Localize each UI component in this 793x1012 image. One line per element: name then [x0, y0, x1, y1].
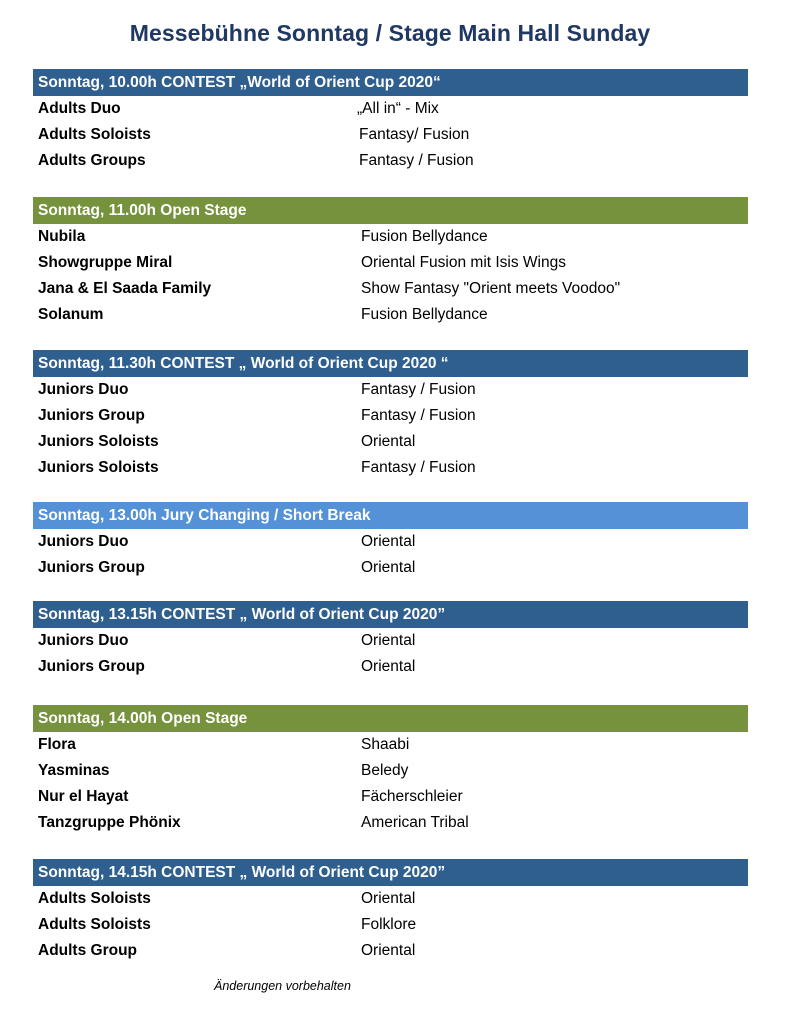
performer-name: Juniors Duo — [38, 533, 129, 550]
performer-name: Juniors Duo — [38, 632, 129, 649]
dance-style: Beledy — [361, 762, 409, 779]
performer-name: Adults Group — [38, 942, 138, 959]
section-header: Sonntag, 14.15h CONTEST „ World of Orient Cup 2020” — [33, 859, 748, 886]
schedule-section-1300 — [33, 502, 748, 581]
dance-style: Oriental — [361, 890, 416, 907]
list-item — [33, 96, 748, 122]
performer-name: Adults Soloists — [38, 916, 151, 933]
list-item — [33, 250, 748, 276]
list-item — [33, 628, 748, 654]
performer-name: Juniors Group — [38, 407, 145, 424]
dance-style: Folklore — [361, 916, 417, 933]
section-header: Sonntag, 11.30h CONTEST „ World of Orient Cup 2020 “ — [33, 350, 748, 377]
list-item — [33, 148, 748, 174]
performer-name: Flora — [38, 736, 76, 753]
list-item — [33, 224, 748, 250]
dance-style: Fantasy / Fusion — [361, 407, 476, 424]
dance-style: „All in“ - Mix — [357, 100, 439, 117]
dance-style: American Tribal — [361, 814, 469, 831]
section-header: Sonntag, 10.00h CONTEST „World of Orient Cup 2020“ — [33, 69, 748, 96]
page-title: Messebühne Sonntag / Stage Main Hall Sunday — [129, 20, 651, 46]
performer-name: Adults Groups — [38, 152, 146, 169]
dance-style: Oriental — [361, 942, 416, 959]
performer-name: Juniors Soloists — [38, 459, 159, 476]
dance-style: Fächerschleier — [361, 788, 463, 805]
list-item — [33, 429, 748, 455]
section-header: Sonntag, 14.00h Open Stage — [33, 705, 748, 732]
dance-style: Fantasy/ Fusion — [359, 126, 470, 143]
dance-style: Fantasy / Fusion — [361, 459, 476, 476]
performer-name: Solanum — [38, 306, 104, 323]
dance-style: Fantasy / Fusion — [361, 381, 476, 398]
list-item — [33, 529, 748, 555]
list-item — [33, 555, 748, 581]
performer-name: Juniors Duo — [38, 381, 129, 398]
section-header: Sonntag, 11.00h Open Stage — [33, 197, 748, 224]
dance-style: Oriental — [361, 533, 416, 550]
changes-reserved-note: Änderungen vorbehalten — [214, 979, 351, 993]
performer-name: Tanzgruppe Phönix — [38, 814, 181, 831]
list-item — [33, 912, 748, 938]
schedule-section-1000 — [33, 69, 748, 174]
performer-name: Jana & El Saada Family — [38, 280, 212, 297]
list-item — [33, 732, 748, 758]
list-item — [33, 276, 748, 302]
dance-style: Oriental — [361, 632, 416, 649]
performer-name: Nur el Hayat — [38, 788, 129, 805]
dance-style: Oriental — [361, 433, 416, 450]
schedule-section-1400 — [33, 705, 748, 836]
schedule-section-1130 — [33, 350, 748, 481]
performer-name: Juniors Group — [38, 658, 145, 675]
dance-style: Shaabi — [361, 736, 410, 753]
list-item — [33, 784, 748, 810]
performer-name: Juniors Soloists — [38, 433, 159, 450]
list-item — [33, 810, 748, 836]
performer-name: Yasminas — [38, 762, 110, 779]
section-header: Sonntag, 13.00h Jury Changing / Short Break — [33, 502, 748, 529]
list-item — [33, 886, 748, 912]
list-item — [33, 122, 748, 148]
performer-name: Adults Soloists — [38, 890, 151, 907]
dance-style: Show Fantasy "Orient meets Voodoo" — [361, 280, 621, 297]
list-item — [33, 377, 748, 403]
schedule-section-1415 — [33, 859, 748, 964]
list-item — [33, 302, 748, 328]
schedule-section-1315 — [33, 601, 748, 680]
list-item — [33, 455, 748, 481]
list-item — [33, 403, 748, 429]
dance-style: Fusion Bellydance — [361, 306, 488, 323]
dance-style: Oriental Fusion mit Isis Wings — [361, 254, 566, 271]
list-item — [33, 654, 748, 680]
schedule-section-1100 — [33, 197, 748, 328]
performer-name: Nubila — [38, 228, 86, 245]
dance-style: Fantasy / Fusion — [359, 152, 474, 169]
performer-name: Adults Soloists — [38, 126, 151, 143]
performer-name: Juniors Group — [38, 559, 145, 576]
performer-name: Showgruppe Miral — [38, 254, 173, 271]
dance-style: Oriental — [361, 559, 416, 576]
dance-style: Fusion Bellydance — [361, 228, 488, 245]
list-item — [33, 758, 748, 784]
performer-name: Adults Duo — [38, 100, 121, 117]
section-header: Sonntag, 13.15h CONTEST „ World of Orient Cup 2020” — [33, 601, 748, 628]
list-item — [33, 938, 748, 964]
dance-style: Oriental — [361, 658, 416, 675]
